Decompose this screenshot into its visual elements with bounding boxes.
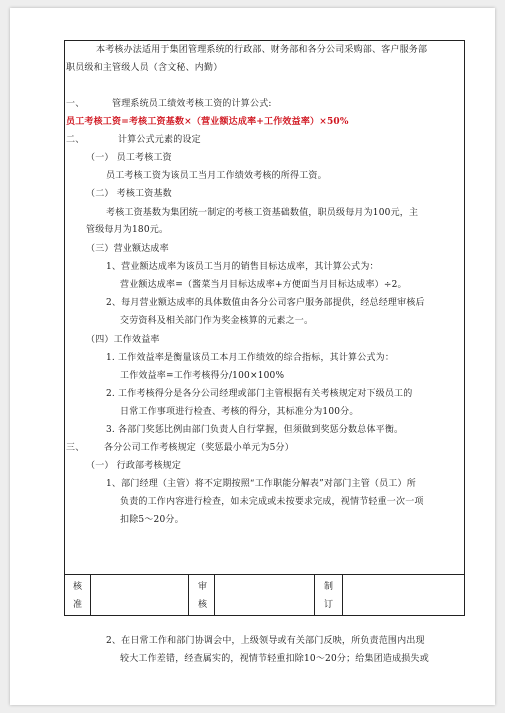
subsection-3-item-2-line-1: 2、每月营业额达成率的具体数值由各分公司客户服务部提供，经总经理审核后 — [106, 298, 425, 308]
intro-line-2: 职员级和主管级人员（含文秘、内勤） — [66, 63, 223, 73]
signature-divider — [342, 575, 343, 616]
prepare-label-1: 制 — [324, 582, 334, 592]
approve-label-2: 准 — [73, 600, 83, 610]
subsection-3-item-1-line-1: 1、营业额达成率为该员工当月的销售目标达成率，其计算公式为： — [106, 262, 379, 272]
signature-divider — [90, 575, 91, 616]
section-1-number: 一、 — [66, 99, 85, 109]
subsection-5-heading: （一） 行政部考核规定 — [86, 461, 182, 471]
section-1-title: 管理系统员工绩效考核工资的计算公式: — [112, 99, 272, 109]
subsection-4-item-1-line-1: 1. 工作效益率是衡量该员工本月工作绩效的综合指标，其计算公式为： — [106, 353, 395, 363]
review-label-2: 核 — [198, 600, 208, 610]
intro-line-1: 本考核办法适用于集团管理系统的行政部、财务部和各分公司采购部、客户服务部 — [96, 45, 428, 55]
subsection-5-item-1-line-2: 负责的工作内容进行检查，如未完成或未按要求完成，视情节轻重一次一项 — [120, 497, 424, 507]
subsection-4-item-3: 3. 各部门奖惩比例由部门负责人自行掌握，但须做到奖惩分数总体平衡。 — [106, 425, 404, 435]
subsection-4-item-2-line-2: 日常工作事项进行检查、考核的得分，其标准分为100分。 — [120, 407, 359, 417]
subsection-4-heading: （四）工作效益率 — [86, 335, 160, 345]
subsection-2-body-2: 管级每月为180元。 — [86, 225, 169, 235]
subsection-3-item-1-line-2: 营业额达成率=（酱菜当月目标达成率+方便面当月目标达成率）÷2。 — [120, 280, 407, 290]
section-3-number: 三、 — [66, 443, 85, 453]
subsection-2-heading: （二） 考核工资基数 — [86, 189, 172, 199]
section-3-title: 各分公司工作考核规定（奖惩最小单元为5分） — [104, 443, 294, 453]
subsection-4-item-1-line-2: 工作效益率=工作考核得分/100×100% — [120, 371, 285, 381]
pay-formula: 员工考核工资=考核工资基数×（营业额达成率+工作效益率）×50% — [66, 117, 349, 127]
signature-row — [64, 574, 465, 616]
signature-divider — [214, 575, 215, 616]
subsection-4-item-2-line-1: 2. 工作考核得分是各分公司经理或部门主管根据有关考核规定对下级员工的 — [106, 389, 413, 399]
section-2-title: 计算公式元素的设定 — [118, 135, 201, 145]
approve-label-1: 核 — [73, 582, 83, 592]
subsection-5-item-2-line-2: 较大工作差错，经查属实的，视情节轻重扣除10～20分；给集团造成损失或 — [120, 654, 429, 664]
prepare-label-2: 订 — [324, 600, 334, 610]
subsection-5-item-1-line-1: 1、部门经理（主管）将不定期按照“工作职能分解表”对部门主管（员工）所 — [106, 479, 416, 489]
subsection-2-body-1: 考核工资基数为集团统一制定的考核工资基础数值，职员级每月为100元，主 — [106, 208, 419, 218]
subsection-1-heading: （一） 员工考核工资 — [86, 153, 172, 163]
subsection-3-item-2-line-2: 交劳资科及相关部门作为奖金核算的元素之一。 — [120, 316, 314, 326]
subsection-3-heading: （三）营业额达成率 — [86, 244, 169, 254]
subsection-5-item-2-line-1: 2、在日常工作和部门协调会中，上级领导或有关部门反映，所负责范围内出现 — [106, 636, 425, 646]
review-label-1: 审 — [198, 582, 208, 592]
signature-divider — [314, 575, 315, 616]
subsection-5-item-1-line-3: 扣除5～20分。 — [120, 515, 184, 525]
document-page — [10, 8, 495, 705]
subsection-1-body: 员工考核工资为该员工当月工作绩效考核的所得工资。 — [106, 171, 327, 181]
section-2-number: 二、 — [66, 135, 85, 145]
signature-divider — [188, 575, 189, 616]
